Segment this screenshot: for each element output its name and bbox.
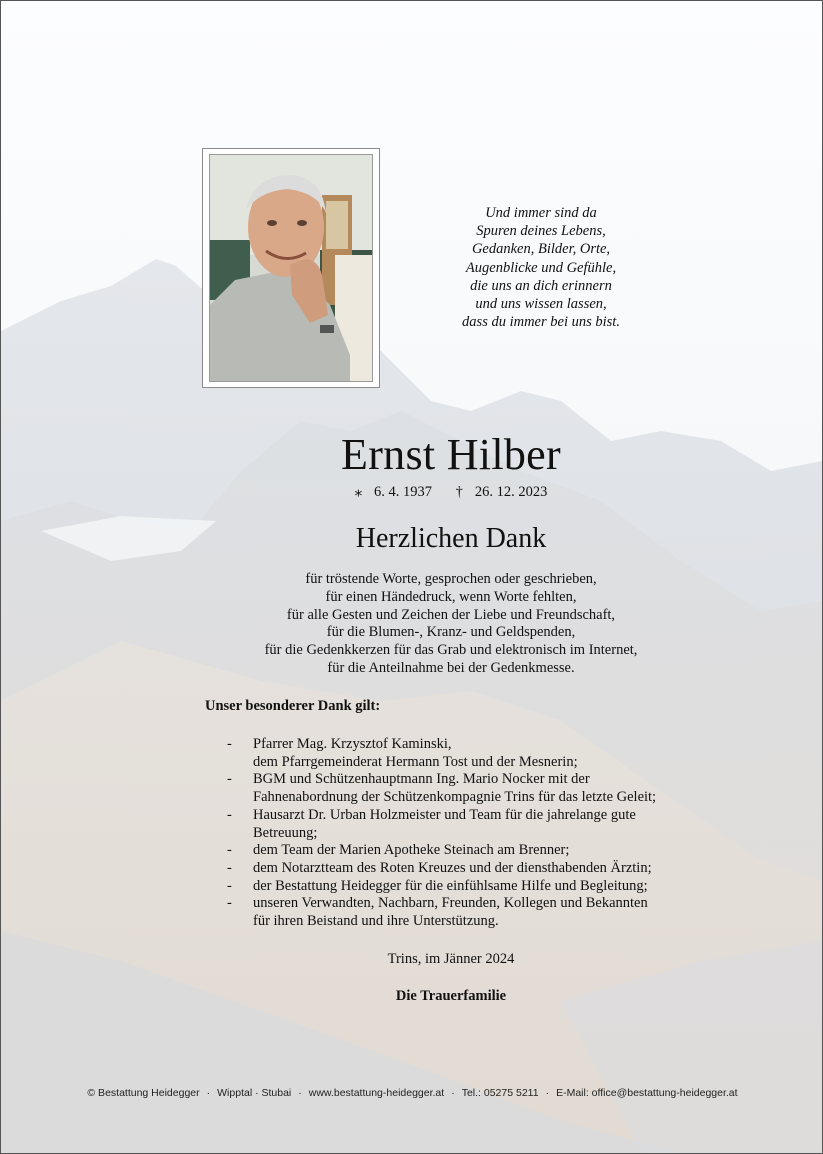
list-item bbox=[227, 895, 697, 930]
list-dash: - bbox=[227, 806, 232, 823]
poem-line: und uns wissen lassen, bbox=[475, 296, 607, 313]
memorial-poem bbox=[431, 204, 651, 331]
list-item bbox=[227, 860, 697, 878]
list-dash: - bbox=[227, 842, 232, 859]
poem-line: dass du immer bei uns bist. bbox=[462, 314, 620, 331]
thanks-line: für die Blumen-, Kranz- und Geldspenden, bbox=[326, 624, 576, 641]
poem-line: Spuren deines Lebens, bbox=[476, 223, 606, 240]
footer-separator: · bbox=[206, 1087, 211, 1099]
footer-phone: Tel.: 05275 5211 bbox=[461, 1087, 539, 1099]
footer-region: Wipptal · Stubai bbox=[217, 1087, 292, 1099]
thanks-line: für die Gedenkkerzen für das Grab und elektronisch im Internet, bbox=[264, 642, 638, 659]
portrait-photo bbox=[209, 154, 373, 382]
list-dash: - bbox=[227, 736, 232, 752]
poem-line: die uns an dich erinnern bbox=[470, 277, 612, 294]
poem-line: Augenblicke und Gefühle, bbox=[465, 259, 617, 276]
poem-line: Gedanken, Bilder, Orte, bbox=[471, 241, 611, 258]
thanks-line: für tröstende Worte, gesprochen oder geschrieben, bbox=[305, 571, 597, 587]
signature: Die Trauerfamilie bbox=[395, 988, 507, 1004]
list-item bbox=[227, 807, 697, 842]
list-item bbox=[227, 771, 697, 806]
poem-line: Und immer sind da bbox=[485, 205, 597, 221]
place-date: Trins, im Jänner 2024 bbox=[387, 951, 515, 967]
birth-date: 6. 4. 1937 bbox=[373, 484, 432, 500]
list-item-text: dem Team der Marien Apotheke Steinach am Brenner; bbox=[253, 842, 570, 859]
footer-website-link[interactable]: www.bestattung-heidegger.at bbox=[308, 1087, 445, 1099]
list-dash: - bbox=[227, 859, 232, 876]
footer-separator: · bbox=[451, 1087, 455, 1099]
list-dash: - bbox=[227, 895, 232, 912]
list-item-text: der Bestattung Heidegger für die einfühlsame Hilfe und Begleitung; bbox=[253, 877, 648, 894]
footer-separator: · bbox=[298, 1087, 302, 1099]
portrait-frame bbox=[202, 148, 380, 388]
thanks-line: für einen Händedruck, wenn Worte fehlten, bbox=[325, 588, 577, 605]
list-item-text: für ihren Beistand und ihre Unterstützung. bbox=[253, 913, 499, 930]
footer-separator: · bbox=[545, 1087, 550, 1099]
special-thanks-heading: Unser besonderer Dank gilt: bbox=[205, 698, 381, 714]
death-date: 26. 12. 2023 bbox=[474, 484, 548, 500]
deceased-name: Ernst Hilber bbox=[341, 430, 561, 479]
footer-copyright: © Bestattung Heidegger bbox=[87, 1087, 200, 1099]
thanks-text bbox=[1, 571, 823, 678]
footer bbox=[1, 1086, 823, 1100]
list-item-text: Fahnenabordnung der Schützenkompagnie Trins für das letzte Geleit; bbox=[253, 789, 657, 806]
death-cross-icon: † bbox=[455, 484, 463, 500]
list-item-text: BGM und Schützenhauptmann Ing. Mario Nocker mit der bbox=[253, 771, 590, 788]
list-item bbox=[227, 736, 697, 771]
list-item bbox=[227, 878, 697, 896]
footer-email-link[interactable]: E-Mail: office@bestattung-heidegger.at bbox=[556, 1087, 738, 1099]
list-item-text: unseren Verwandten, Nachbarn, Freunden, Kollegen und Bekannten bbox=[253, 895, 648, 912]
birth-star-icon: ⁎ bbox=[354, 484, 362, 500]
list-dash: - bbox=[227, 877, 232, 894]
thanks-line: für die Anteilnahme bei der Gedenkmesse. bbox=[327, 659, 575, 676]
list-item-text: Pfarrer Mag. Krzysztof Kaminski, bbox=[253, 736, 452, 752]
list-item-text: Betreuung; bbox=[253, 824, 318, 841]
list-dash: - bbox=[227, 771, 232, 788]
list-item-text: Hausarzt Dr. Urban Holzmeister und Team für die jahrelange gute bbox=[253, 806, 636, 823]
special-thanks-list bbox=[227, 736, 697, 931]
thanks-heading: Herzlichen Dank bbox=[355, 523, 547, 554]
list-item bbox=[227, 842, 697, 860]
list-item-text: dem Notarztteam des Roten Kreuzes und der diensthabenden Ärztin; bbox=[253, 859, 652, 876]
life-dates bbox=[1, 482, 823, 502]
list-item-text: dem Pfarrgemeinderat Hermann Tost und der Mesnerin; bbox=[253, 753, 578, 770]
thanks-line: für alle Gesten und Zeichen der Liebe und Freundschaft, bbox=[286, 606, 616, 623]
